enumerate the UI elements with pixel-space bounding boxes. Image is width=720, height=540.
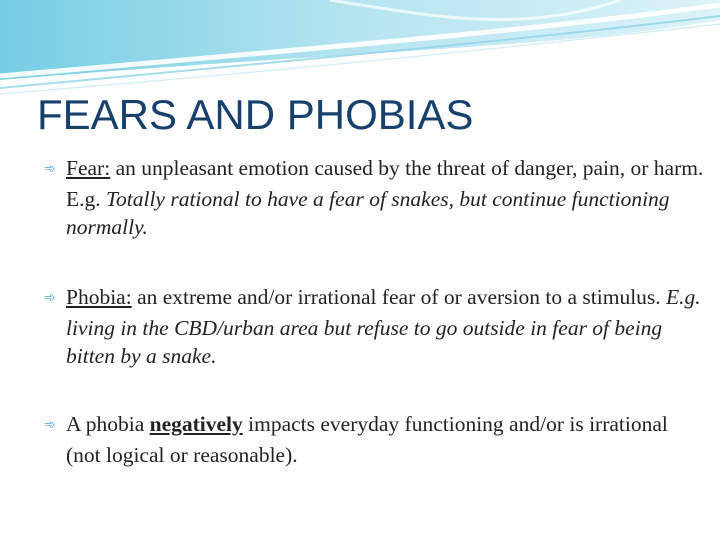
bullet-phobia	[44, 283, 706, 371]
term-fear: Fear:	[66, 156, 111, 180]
arrow-bullet-icon: ➾	[44, 162, 56, 177]
bullet-fear	[44, 154, 706, 242]
decorative-wave-header	[0, 0, 720, 100]
arrow-bullet-icon: ➾	[44, 291, 56, 306]
arrow-bullet-icon: ➾	[44, 418, 56, 433]
fear-example-prefix: E.g.	[66, 186, 107, 211]
bullet-phobia-impact	[44, 410, 706, 469]
phobia-example: E.g. living in the CBD/urban area but refuse to go outside in fear of being bitten by a snake.	[66, 285, 701, 368]
term-phobia: Phobia:	[66, 285, 132, 309]
term-negatively: negatively	[149, 412, 243, 436]
fear-example: Totally rational to have a fear of snakes, but continue functioning normally.	[66, 186, 670, 239]
fear-definition: an unpleasant emotion caused by the threat of danger, pain, or harm.	[110, 156, 704, 180]
impact-text: impacts everyday functioning and/or is irrational (not logical or reasonable).	[66, 412, 668, 467]
slide-title: FEARS AND PHOBIAS	[37, 91, 474, 138]
impact-lead: A phobia	[66, 412, 150, 436]
phobia-definition: an extreme and/or irrational fear of or aversion to a stimulus.	[131, 285, 667, 309]
